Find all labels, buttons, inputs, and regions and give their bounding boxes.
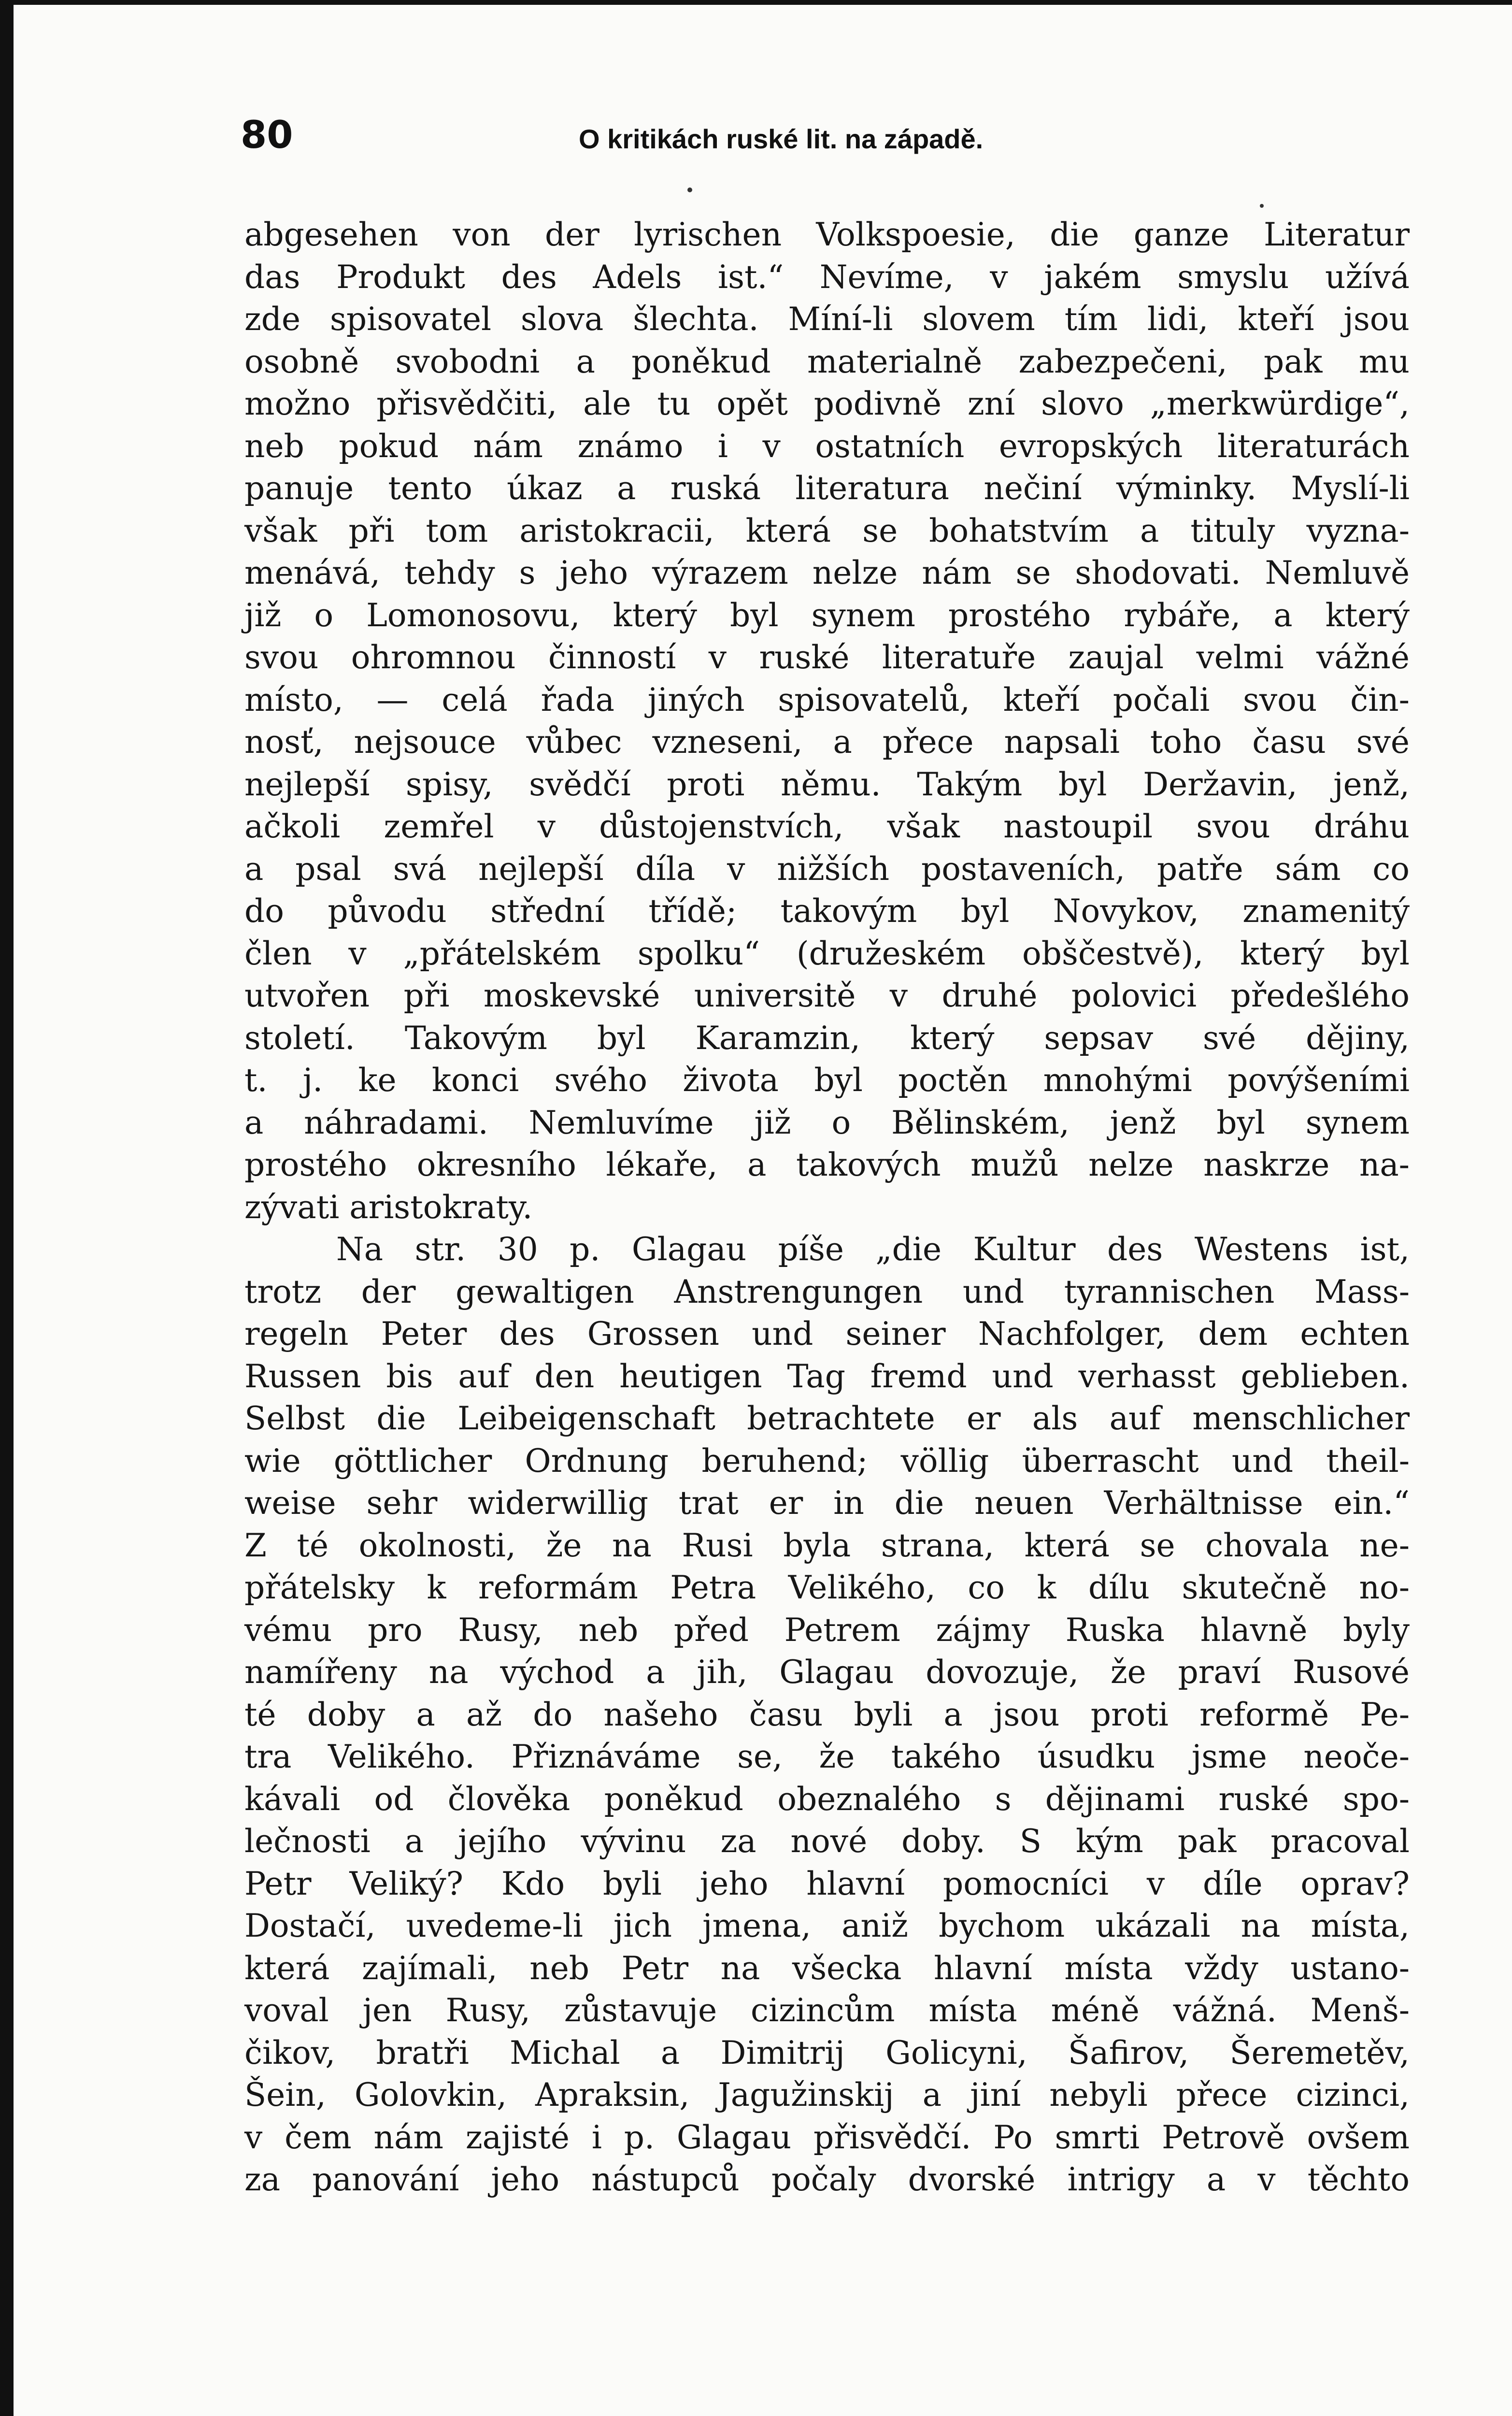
text-line: Šein, Golovkin, Apraksin, Jagužinskij a jiní nebyli přece cizinci, <box>244 2076 1410 2114</box>
text-line: možno přisvědčiti, ale tu opět podivně zní slovo „merkwürdige“, <box>244 385 1410 422</box>
book-page <box>14 5 1512 2416</box>
text-line: namířeny na východ a jih, Glagau dovozuje, že praví Rusové <box>244 1654 1410 1691</box>
text-line: a náhradami. Nemluvíme již o Bělinském, jenž byl synem <box>244 1104 1410 1141</box>
text-line: Russen bis auf den heutigen Tag fremd und verhasst geblieben. <box>244 1357 1410 1395</box>
page-number: 80 <box>241 114 293 157</box>
text-line: vému pro Rusy, neb před Petrem zájmy Ruska hlavně byly <box>244 1611 1410 1649</box>
text-line: trotz der gewaltigen Anstrengungen und tyrannischen Mass- <box>244 1273 1410 1310</box>
body-text <box>244 214 1410 2201</box>
text-line: Dostačí, uvedeme-li jich jmena, aniž bychom ukázali na místa, <box>244 1907 1410 1944</box>
text-line: tra Velikého. Přiznáváme se, že takého úsudku jsme neoče- <box>244 1738 1410 1775</box>
text-line: nosť, nejsouce vůbec vzneseni, a přece napsali toho času své <box>244 723 1410 761</box>
text-line: ačkoli zemřel v důstojenstvích, však nastoupil svou dráhu <box>244 808 1410 845</box>
text-line: abgesehen von der lyrischen Volkspoesie, die ganze Literatur <box>244 216 1410 253</box>
text-line: Z té okolnosti, že na Rusi byla strana, která se chovala ne- <box>244 1526 1410 1564</box>
text-line: a psal svá nejlepší díla v nižších postaveních, patře sám co <box>244 850 1410 888</box>
paragraph-first-line: Na str. 30 p. Glagau píše „die Kultur des Westens ist, <box>336 1231 1410 1268</box>
text-line: Selbst die Leibeigenschaft betrachtete er als auf menschlicher <box>244 1400 1410 1437</box>
text-line: utvořen při moskevské universitě v druhé polovici předešlého <box>244 977 1410 1014</box>
text-line: weise sehr widerwillig trat er in die neuen Verhältnisse ein.“ <box>244 1484 1410 1522</box>
text-line: neb pokud nám známo i v ostatních evropských literaturách <box>244 427 1410 465</box>
running-title: O kritikách ruské lit. na západě. <box>579 124 984 154</box>
text-line: zde spisovatel slova šlechta. Míní-li slovem tím lidi, kteří jsou <box>244 301 1410 338</box>
text-line: wie göttlicher Ordnung beruhend; völlig überrascht und theil- <box>244 1442 1410 1480</box>
text-line: čikov, bratři Michal a Dimitrij Golicyni, Šafirov, Šeremetěv, <box>244 2034 1410 2071</box>
text-line: menává, tehdy s jeho výrazem nelze nám se shodovati. Nemluvě <box>244 554 1410 591</box>
text-line: lečnosti a jejího vývinu za nové doby. S kým pak pracoval <box>244 1823 1410 1860</box>
text-line: kávali od člověka poněkud obeznalého s dějinami ruské spo- <box>244 1780 1410 1818</box>
text-line: století. Takovým byl Karamzin, který sepsav své dějiny, <box>244 1019 1410 1057</box>
text-line: té doby a až do našeho času byli a jsou proti reformě Pe- <box>244 1696 1410 1733</box>
text-line: v čem nám zajisté i p. Glagau přisvědčí. Po smrti Petrově ovšem <box>244 2118 1410 2156</box>
text-line: panuje tento úkaz a ruská literatura nečiní výminky. Myslí-li <box>244 470 1410 507</box>
text-line: Petr Veliký? Kdo byli jeho hlavní pomocníci v díle oprav? <box>244 1865 1410 1902</box>
text-line: člen v „přátelském spolku“ (družeském obščestvě), který byl <box>244 935 1410 972</box>
text-line: zývati aristokraty. <box>244 1188 533 1226</box>
text-line: regeln Peter des Grossen und seiner Nachfolger, dem echten <box>244 1315 1410 1352</box>
text-line: prostého okresního lékaře, a takových mužů nelze naskrze na- <box>244 1146 1410 1183</box>
ink-speck <box>687 187 692 192</box>
text-line: do původu střední třídě; takovým byl Novykov, znamenitý <box>244 892 1410 930</box>
text-line: svou ohromnou činností v ruské literatuře zaujal velmi vážné <box>244 639 1410 676</box>
text-line: již o Lomonosovu, který byl synem prostého rybáře, a který <box>244 596 1410 634</box>
scan-left-edge <box>0 0 14 2416</box>
text-line: která zajímali, neb Petr na všecka hlavní místa vždy ustano- <box>244 1949 1410 1987</box>
text-line: za panování jeho nástupců počaly dvorské intrigy a v těchto <box>244 2161 1410 2198</box>
text-line: t. j. ke konci svého života byl poctěn mnohými povýšeními <box>244 1062 1410 1099</box>
text-line: přátelsky k reformám Petra Velikého, co k dílu skutečně no- <box>244 1569 1410 1606</box>
running-head <box>241 114 1434 167</box>
ink-speck <box>1260 204 1264 208</box>
text-line: voval jen Rusy, zůstavuje cizincům místa méně vážná. Menš- <box>244 1992 1410 2029</box>
text-line: das Produkt des Adels ist.“ Nevíme, v jakém smyslu užívá <box>244 258 1410 296</box>
text-line: nejlepší spisy, svědčí proti němu. Takým byl Deržavin, jenž, <box>244 765 1410 803</box>
text-line: místo, — celá řada jiných spisovatelů, kteří počali svou čin- <box>244 681 1410 719</box>
text-line: osobně svobodni a poněkud materialně zabezpečeni, pak mu <box>244 343 1410 380</box>
scan-top-edge <box>0 0 1512 5</box>
text-line: však při tom aristokracii, která se bohatstvím a tituly vyzna- <box>244 512 1410 549</box>
